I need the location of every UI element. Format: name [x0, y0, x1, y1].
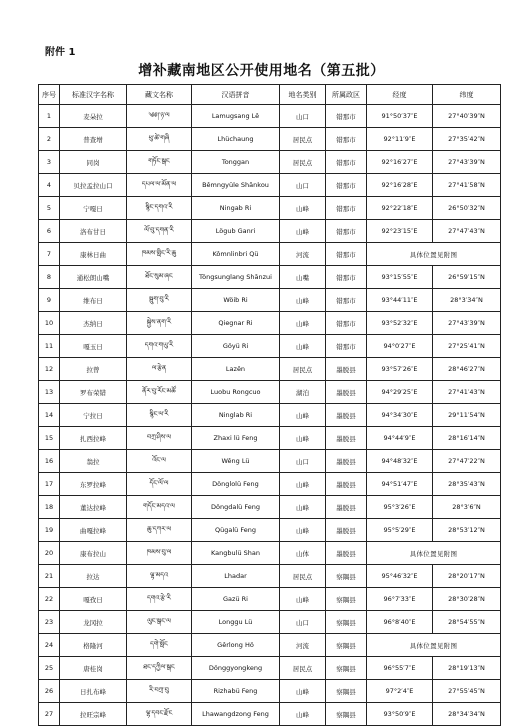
row-number: 19	[39, 519, 60, 542]
table-row	[39, 611, 501, 634]
row-number: 27	[39, 703, 60, 726]
place-type: 山峰	[280, 680, 326, 703]
standard-name: 翁拉	[60, 450, 127, 473]
tibetan-name: བཀྲ་ཤིས་ལ	[127, 427, 192, 450]
row-number: 9	[39, 289, 60, 312]
row-number: 20	[39, 542, 60, 565]
latitude: 28°35′43″N	[433, 473, 501, 496]
standard-name: 嘎孜日	[60, 588, 127, 611]
standard-name: 维布日	[60, 289, 127, 312]
latitude: 28°54′55″N	[433, 611, 501, 634]
table-row	[39, 220, 501, 243]
latitude: 27°47′43″N	[433, 220, 501, 243]
standard-name: 龙冈拉	[60, 611, 127, 634]
latitude: 28°30′28″N	[433, 588, 501, 611]
table-row	[39, 151, 501, 174]
standard-name: 拉旺宗峰	[60, 703, 127, 726]
tibetan-name: འོང་ལ	[127, 450, 192, 473]
standard-name: 格隆河	[60, 634, 127, 657]
latitude: 29°11′54″N	[433, 404, 501, 427]
longitude: 92°16′27″E	[367, 151, 433, 174]
tibetan-name: སྙིང་ལ་རི	[127, 404, 192, 427]
longitude: 92°16′28″E	[367, 174, 433, 197]
latitude: 28°16′14″N	[433, 427, 501, 450]
pinyin-name: Qügalü Feng	[192, 519, 280, 542]
header-region: 所属政区	[326, 85, 367, 105]
pinyin-name: Lhadar	[192, 565, 280, 588]
row-number: 17	[39, 473, 60, 496]
place-type: 山峰	[280, 220, 326, 243]
place-type: 山口	[280, 105, 326, 128]
pinyin-name: Ningab Ri	[192, 197, 280, 220]
place-type: 山峰	[280, 473, 326, 496]
location-note: 具体位置见附图	[367, 243, 501, 266]
table-row	[39, 680, 501, 703]
place-type: 河流	[280, 243, 326, 266]
longitude: 97°2′4″E	[367, 680, 433, 703]
tibetan-name: ལོ་བུ་དགན་རི	[127, 220, 192, 243]
longitude: 95°46′32″E	[367, 565, 433, 588]
tibetan-name: ལ་རྩེན	[127, 358, 192, 381]
pinyin-name: Luobu Rongcuo	[192, 381, 280, 404]
pinyin-name: Dönggyongkeng	[192, 657, 280, 680]
region-name: 察隅县	[326, 565, 367, 588]
header-tibetan-name: 藏文名称	[127, 85, 192, 105]
place-type: 山峰	[280, 427, 326, 450]
latitude: 28°53′12″N	[433, 519, 501, 542]
table-row	[39, 634, 501, 657]
header-pinyin: 汉语拼音	[192, 85, 280, 105]
place-type: 居民点	[280, 565, 326, 588]
table-row	[39, 335, 501, 358]
row-number: 12	[39, 358, 60, 381]
region-name: 错那市	[326, 174, 367, 197]
region-name: 察隅县	[326, 703, 367, 726]
standard-name: 东罗拉峰	[60, 473, 127, 496]
pinyin-name: Qiegnar Ri	[192, 312, 280, 335]
latitude: 27°55′45″N	[433, 680, 501, 703]
longitude: 96°8′40″E	[367, 611, 433, 634]
table-row	[39, 450, 501, 473]
latitude: 28°46′27″N	[433, 358, 501, 381]
place-type: 山峰	[280, 197, 326, 220]
tibetan-name: ཐང་དཀྱིལ་སྒང	[127, 657, 192, 680]
standard-name: 扎西拉峰	[60, 427, 127, 450]
tibetan-name: ཐོང་སུམ་ཞང	[127, 266, 192, 289]
table-row	[39, 496, 501, 519]
table-row	[39, 358, 501, 381]
tibetan-name: ཆུ་དཀར་ལ	[127, 519, 192, 542]
region-name: 墨脱县	[326, 542, 367, 565]
tibetan-name: ལྷ་དབང་རྫོང	[127, 703, 192, 726]
header-standard-name: 标准汉字名称	[60, 85, 127, 105]
row-number: 7	[39, 243, 60, 266]
table-row	[39, 427, 501, 450]
region-name: 墨脱县	[326, 473, 367, 496]
table-row	[39, 289, 501, 312]
longitude: 94°51′47″E	[367, 473, 433, 496]
table-row	[39, 381, 501, 404]
longitude: 93°50′9″E	[367, 703, 433, 726]
place-type: 山峰	[280, 335, 326, 358]
tibetan-name: དོང་ལོ་ལ	[127, 473, 192, 496]
longitude: 92°11′9″E	[367, 128, 433, 151]
standard-name: 宁拉日	[60, 404, 127, 427]
table-row	[39, 565, 501, 588]
standard-name: 康布拉山	[60, 542, 127, 565]
latitude: 27°40′39″N	[433, 105, 501, 128]
tibetan-name: དགའ་གཡུ་རི	[127, 335, 192, 358]
standard-name: 杰纳日	[60, 312, 127, 335]
standard-name: 拉曾	[60, 358, 127, 381]
place-type: 山峰	[280, 703, 326, 726]
row-number: 25	[39, 657, 60, 680]
location-note: 具体位置见附图	[367, 542, 501, 565]
standard-name: 董达拉峰	[60, 496, 127, 519]
pinyin-name: Lazên	[192, 358, 280, 381]
longitude: 95°3′26″E	[367, 496, 433, 519]
pinyin-name: Zhaxi lü Feng	[192, 427, 280, 450]
row-number: 21	[39, 565, 60, 588]
pinyin-name: Kangbulü Shan	[192, 542, 280, 565]
row-number: 14	[39, 404, 60, 427]
latitude: 26°50′32″N	[433, 197, 501, 220]
region-name: 察隅县	[326, 611, 367, 634]
row-number: 8	[39, 266, 60, 289]
latitude: 28°3′6″N	[433, 496, 501, 519]
pinyin-name: Lhawangdzong Feng	[192, 703, 280, 726]
standard-name: 普查增	[60, 128, 127, 151]
region-name: 错那市	[326, 197, 367, 220]
tibetan-name: དགའ་རྩེ་རི	[127, 588, 192, 611]
row-number: 1	[39, 105, 60, 128]
standard-name: 通松朗山嘴	[60, 266, 127, 289]
latitude: 27°43′39″N	[433, 312, 501, 335]
region-name: 察隅县	[326, 588, 367, 611]
place-type: 居民点	[280, 657, 326, 680]
latitude: 27°41′58″N	[433, 174, 501, 197]
attachment-label: 附件 1	[45, 47, 76, 58]
longitude: 95°5′29″E	[367, 519, 433, 542]
region-name: 察隅县	[326, 657, 367, 680]
row-number: 10	[39, 312, 60, 335]
longitude: 92°23′15″E	[367, 220, 433, 243]
longitude: 94°34′30″E	[367, 404, 433, 427]
standard-name: 同岗	[60, 151, 127, 174]
pinyin-name: Bêmngyüle Shānkou	[192, 174, 280, 197]
pinyin-name: Wêng Lü	[192, 450, 280, 473]
table-row	[39, 657, 501, 680]
standard-name: 贝拉孟拉山口	[60, 174, 127, 197]
location-note: 具体位置见附图	[367, 634, 501, 657]
header-latitude: 纬度	[433, 85, 501, 105]
pinyin-name: Lhüchaung	[192, 128, 280, 151]
place-type: 山口	[280, 450, 326, 473]
page-title: 增补藏南地区公开使用地名（第五批）	[138, 63, 385, 79]
region-name: 墨脱县	[326, 450, 367, 473]
region-name: 墨脱县	[326, 519, 367, 542]
region-name: 错那市	[326, 151, 367, 174]
region-name: 墨脱县	[326, 404, 367, 427]
row-number: 5	[39, 197, 60, 220]
region-name: 墨脱县	[326, 358, 367, 381]
pinyin-name: Rizhabü Feng	[192, 680, 280, 703]
row-number: 2	[39, 128, 60, 151]
longitude: 94°29′25″E	[367, 381, 433, 404]
place-type: 山体	[280, 542, 326, 565]
tibetan-name: གདོང་མདའ་ལ	[127, 496, 192, 519]
table-row	[39, 703, 501, 726]
standard-name: 唐桂岗	[60, 657, 127, 680]
place-type: 河流	[280, 634, 326, 657]
table-row	[39, 519, 501, 542]
place-names-table	[38, 84, 501, 726]
pinyin-name: Gêrlong Hö	[192, 634, 280, 657]
row-number: 16	[39, 450, 60, 473]
region-name: 错那市	[326, 128, 367, 151]
tibetan-name: ཁམས་གླིང་རི་ཆུ	[127, 243, 192, 266]
table-row	[39, 197, 501, 220]
place-type: 山峰	[280, 289, 326, 312]
tibetan-name: སྙིང་དགའ་རི	[127, 197, 192, 220]
row-number: 4	[39, 174, 60, 197]
table-row	[39, 588, 501, 611]
pinyin-name: Gazü Ri	[192, 588, 280, 611]
tibetan-name: ལུང་སྒང་ལ	[127, 611, 192, 634]
place-type: 山嘴	[280, 266, 326, 289]
pinyin-name: Töngsunglang Shānzui	[192, 266, 280, 289]
standard-name: 宁嘎日	[60, 197, 127, 220]
tibetan-name: སྐྱེས་ནག་རི	[127, 312, 192, 335]
place-type: 居民点	[280, 151, 326, 174]
tibetan-name: ནོར་བུ་རོང་མཚོ	[127, 381, 192, 404]
standard-name: 拉达	[60, 565, 127, 588]
table-row	[39, 128, 501, 151]
pinyin-name: Göyü Ri	[192, 335, 280, 358]
tibetan-name: ཕུ་ཚེ་གཞི	[127, 128, 192, 151]
pinyin-name: Longgu Lü	[192, 611, 280, 634]
place-type: 山峰	[280, 404, 326, 427]
region-name: 错那市	[326, 335, 367, 358]
region-name: 墨脱县	[326, 427, 367, 450]
longitude: 93°57′26″E	[367, 358, 433, 381]
pinyin-name: Ninglab Ri	[192, 404, 280, 427]
place-type: 山峰	[280, 312, 326, 335]
tibetan-name: སྦུག་བུ་རི	[127, 289, 192, 312]
latitude: 27°25′41″N	[433, 335, 501, 358]
pinyin-name: Kômnlinbri Qü	[192, 243, 280, 266]
standard-name: 康林日曲	[60, 243, 127, 266]
tibetan-name: དཔལ་ལ་མོན་ལ	[127, 174, 192, 197]
latitude: 27°35′42″N	[433, 128, 501, 151]
region-name: 察隅县	[326, 634, 367, 657]
table-row	[39, 174, 501, 197]
latitude: 28°3′34″N	[433, 289, 501, 312]
region-name: 墨脱县	[326, 381, 367, 404]
table-row	[39, 243, 501, 266]
standard-name: 嘎玉日	[60, 335, 127, 358]
pinyin-name: Tonggan	[192, 151, 280, 174]
longitude: 96°7′33″E	[367, 588, 433, 611]
latitude: 27°47′22″N	[433, 450, 501, 473]
place-type: 山峰	[280, 519, 326, 542]
row-number: 13	[39, 381, 60, 404]
place-type: 山峰	[280, 496, 326, 519]
table-header-row	[39, 85, 501, 105]
longitude: 94°48′32″E	[367, 450, 433, 473]
row-number: 24	[39, 634, 60, 657]
region-name: 错那市	[326, 243, 367, 266]
region-name: 错那市	[326, 105, 367, 128]
place-type: 居民点	[280, 358, 326, 381]
tibetan-name: ཁམས་བུ་ལ	[127, 542, 192, 565]
standard-name: 麦朵拉	[60, 105, 127, 128]
table-row	[39, 105, 501, 128]
longitude: 93°15′55″E	[367, 266, 433, 289]
standard-name: 曲嘎拉峰	[60, 519, 127, 542]
row-number: 22	[39, 588, 60, 611]
header-longitude: 经度	[367, 85, 433, 105]
tibetan-name: ༄༅།་ཉ་ལ	[127, 105, 192, 128]
longitude: 94°0′27″E	[367, 335, 433, 358]
table-row	[39, 312, 501, 335]
longitude: 94°44′9″E	[367, 427, 433, 450]
table-row	[39, 266, 501, 289]
tibetan-name: ལྷ་མདའ	[127, 565, 192, 588]
pinyin-name: Wöib Ri	[192, 289, 280, 312]
row-number: 23	[39, 611, 60, 634]
region-name: 错那市	[326, 312, 367, 335]
place-type: 山峰	[280, 588, 326, 611]
latitude: 28°34′34″N	[433, 703, 501, 726]
row-number: 3	[39, 151, 60, 174]
header-type: 地名类别	[280, 85, 326, 105]
region-name: 错那市	[326, 266, 367, 289]
latitude: 27°41′43″N	[433, 381, 501, 404]
longitude: 93°44′11″E	[367, 289, 433, 312]
place-type: 山口	[280, 174, 326, 197]
standard-name: 日扎布峰	[60, 680, 127, 703]
row-number: 6	[39, 220, 60, 243]
table-row	[39, 542, 501, 565]
row-number: 26	[39, 680, 60, 703]
latitude: 28°19′13″N	[433, 657, 501, 680]
longitude: 93°52′32″E	[367, 312, 433, 335]
place-type: 居民点	[280, 128, 326, 151]
standard-name: 罗布荣错	[60, 381, 127, 404]
latitude: 26°59′15″N	[433, 266, 501, 289]
table-row	[39, 404, 501, 427]
row-number: 18	[39, 496, 60, 519]
region-name: 错那市	[326, 289, 367, 312]
place-type: 山口	[280, 611, 326, 634]
row-number: 15	[39, 427, 60, 450]
tibetan-name: དགེ་སློང	[127, 634, 192, 657]
longitude: 96°55′7″E	[367, 657, 433, 680]
region-name: 墨脱县	[326, 496, 367, 519]
region-name: 错那市	[326, 220, 367, 243]
table-row	[39, 473, 501, 496]
pinyin-name: Lögub Ganri	[192, 220, 280, 243]
latitude: 28°20′17″N	[433, 565, 501, 588]
tibetan-name: གཏོང་སྒང	[127, 151, 192, 174]
pinyin-name: Döngdalü Feng	[192, 496, 280, 519]
place-type: 湖泊	[280, 381, 326, 404]
pinyin-name: Dönglolü Feng	[192, 473, 280, 496]
header-no: 序号	[39, 85, 60, 105]
row-number: 11	[39, 335, 60, 358]
standard-name: 洛布甘日	[60, 220, 127, 243]
latitude: 27°43′39″N	[433, 151, 501, 174]
region-name: 察隅县	[326, 680, 367, 703]
longitude: 92°22′18″E	[367, 197, 433, 220]
longitude: 91°50′37″E	[367, 105, 433, 128]
pinyin-name: Lamugsang Lê	[192, 105, 280, 128]
tibetan-name: རི་བཀྲ་བུ	[127, 680, 192, 703]
